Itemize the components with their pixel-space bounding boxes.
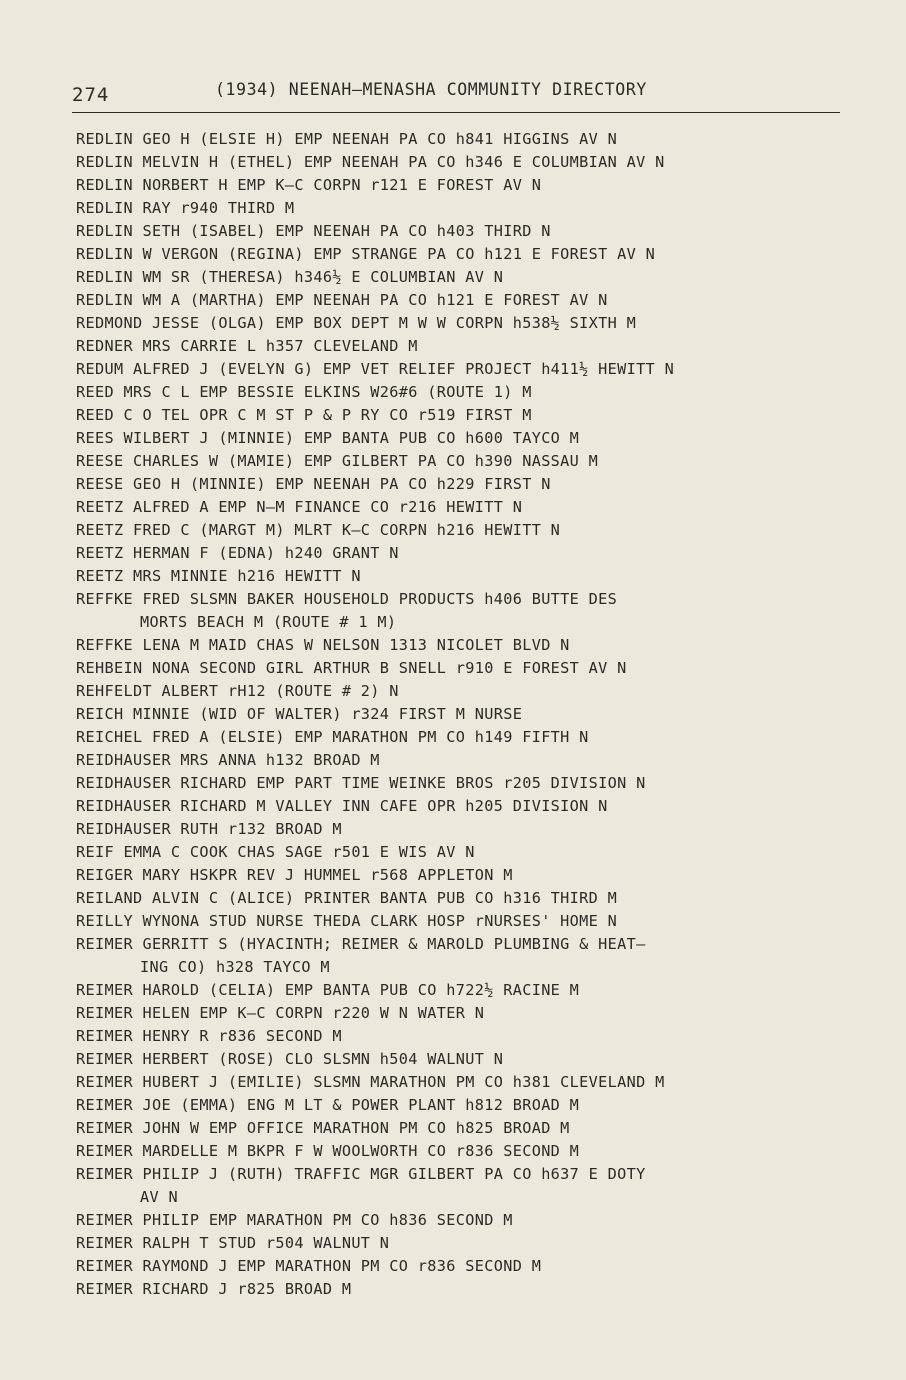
directory-entry: REIMER GERRITT S (HYACINTH; REIMER & MAROLD PLUMBING & HEAT– [76,935,646,953]
directory-entry: REFFKE LENA M MAID CHAS W NELSON 1313 NICOLET BLVD N [76,636,570,654]
directory-entry: REIMER JOHN W EMP OFFICE MARATHON PM CO h825 BROAD M [76,1119,570,1137]
directory-entry-continuation: AV N [140,1188,178,1206]
directory-entry: REIGER MARY HSKPR REV J HUMMEL r568 APPLETON M [76,866,513,884]
directory-entry: REIMER HELEN EMP K–C CORPN r220 W N WATER N [76,1004,485,1022]
directory-entry: REILLY WYNONA STUD NURSE THEDA CLARK HOSP rNURSES' HOME N [76,912,618,930]
directory-entry: REESE GEO H (MINNIE) EMP NEENAH PA CO h229 FIRST N [76,475,551,493]
directory-entry: REIMER HERBERT (ROSE) CLO SLSMN h504 WALNUT N [76,1050,504,1068]
page-header [70,78,840,108]
directory-entry: REDLIN RAY r940 THIRD M [76,199,295,217]
directory-entry: REIDHAUSER MRS ANNA h132 BROAD M [76,751,380,769]
directory-entry: REDLIN WM A (MARTHA) EMP NEENAH PA CO h121 E FOREST AV N [76,291,608,309]
page-number: 274 [72,84,110,106]
directory-entry: REIMER HAROLD (CELIA) EMP BANTA PUB CO h722½ RACINE M [76,981,580,999]
directory-entry: REIDHAUSER RICHARD M VALLEY INN CAFE OPR h205 DIVISION N [76,797,608,815]
directory-entry: REIMER PHILIP J (RUTH) TRAFFIC MGR GILBERT PA CO h637 E DOTY [76,1165,646,1183]
directory-entry: REIMER RAYMOND J EMP MARATHON PM CO r836 SECOND M [76,1257,542,1275]
directory-entry: REIMER MARDELLE M BKPR F W WOOLWORTH CO r836 SECOND M [76,1142,580,1160]
directory-entry-continuation: MORTS BEACH M (ROUTE # 1 M) [140,613,397,631]
directory-entries [76,128,876,1301]
directory-entry-continuation: ING CO) h328 TAYCO M [140,958,330,976]
directory-entry: REETZ FRED C (MARGT M) MLRT K–C CORPN h216 HEWITT N [76,521,561,539]
directory-entry: REIMER HUBERT J (EMILIE) SLSMN MARATHON PM CO h381 CLEVELAND M [76,1073,665,1091]
directory-entry: REFFKE FRED SLSMN BAKER HOUSEHOLD PRODUCTS h406 BUTTE DES [76,590,618,608]
directory-entry: REDUM ALFRED J (EVELYN G) EMP VET RELIEF PROJECT h411½ HEWITT N [76,360,675,378]
directory-entry: REIDHAUSER RUTH r132 BROAD M [76,820,342,838]
directory-entry: REIMER RALPH T STUD r504 WALNUT N [76,1234,390,1252]
directory-entry: REICH MINNIE (WID OF WALTER) r324 FIRST M NURSE [76,705,523,723]
directory-entry: REED MRS C L EMP BESSIE ELKINS W26#6 (ROUTE 1) M [76,383,532,401]
directory-entry: REDNER MRS CARRIE L h357 CLEVELAND M [76,337,418,355]
directory-entry: REETZ HERMAN F (EDNA) h240 GRANT N [76,544,399,562]
directory-entry: REHFELDT ALBERT rH12 (ROUTE # 2) N [76,682,399,700]
directory-entry: REIMER PHILIP EMP MARATHON PM CO h836 SECOND M [76,1211,513,1229]
directory-entry: REIMER RICHARD J r825 BROAD M [76,1280,352,1298]
directory-entry: REESE CHARLES W (MAMIE) EMP GILBERT PA CO h390 NASSAU M [76,452,599,470]
directory-entry: REHBEIN NONA SECOND GIRL ARTHUR B SNELL r910 E FOREST AV N [76,659,627,677]
directory-entry: REDLIN SETH (ISABEL) EMP NEENAH PA CO h403 THIRD N [76,222,551,240]
directory-entry: REES WILBERT J (MINNIE) EMP BANTA PUB CO h600 TAYCO M [76,429,580,447]
directory-entry: REED C O TEL OPR C M ST P & P RY CO r519 FIRST M [76,406,532,424]
header-rule [72,112,840,113]
directory-entry: REDMOND JESSE (OLGA) EMP BOX DEPT M W W CORPN h538½ SIXTH M [76,314,637,332]
directory-entry: REIMER JOE (EMMA) ENG M LT & POWER PLANT h812 BROAD M [76,1096,580,1114]
directory-entry: REDLIN W VERGON (REGINA) EMP STRANGE PA CO h121 E FOREST AV N [76,245,656,263]
directory-entry: REDLIN NORBERT H EMP K–C CORPN r121 E FOREST AV N [76,176,542,194]
directory-entry: REILAND ALVIN C (ALICE) PRINTER BANTA PUB CO h316 THIRD M [76,889,618,907]
directory-entry: REIF EMMA C COOK CHAS SAGE r501 E WIS AV N [76,843,475,861]
directory-entry: REICHEL FRED A (ELSIE) EMP MARATHON PM CO h149 FIFTH N [76,728,589,746]
directory-entry: REETZ ALFRED A EMP N–M FINANCE CO r216 HEWITT N [76,498,523,516]
directory-entry: REDLIN WM SR (THERESA) h346½ E COLUMBIAN AV N [76,268,504,286]
directory-entry: REIMER HENRY R r836 SECOND M [76,1027,342,1045]
directory-entry: REETZ MRS MINNIE h216 HEWITT N [76,567,361,585]
directory-entry: REDLIN GEO H (ELSIE H) EMP NEENAH PA CO h841 HIGGINS AV N [76,130,618,148]
directory-entry: REDLIN MELVIN H (ETHEL) EMP NEENAH PA CO h346 E COLUMBIAN AV N [76,153,665,171]
directory-entry: REIDHAUSER RICHARD EMP PART TIME WEINKE BROS r205 DIVISION N [76,774,646,792]
running-title: (1934) NEENAH–MENASHA COMMUNITY DIRECTORY [215,80,647,99]
